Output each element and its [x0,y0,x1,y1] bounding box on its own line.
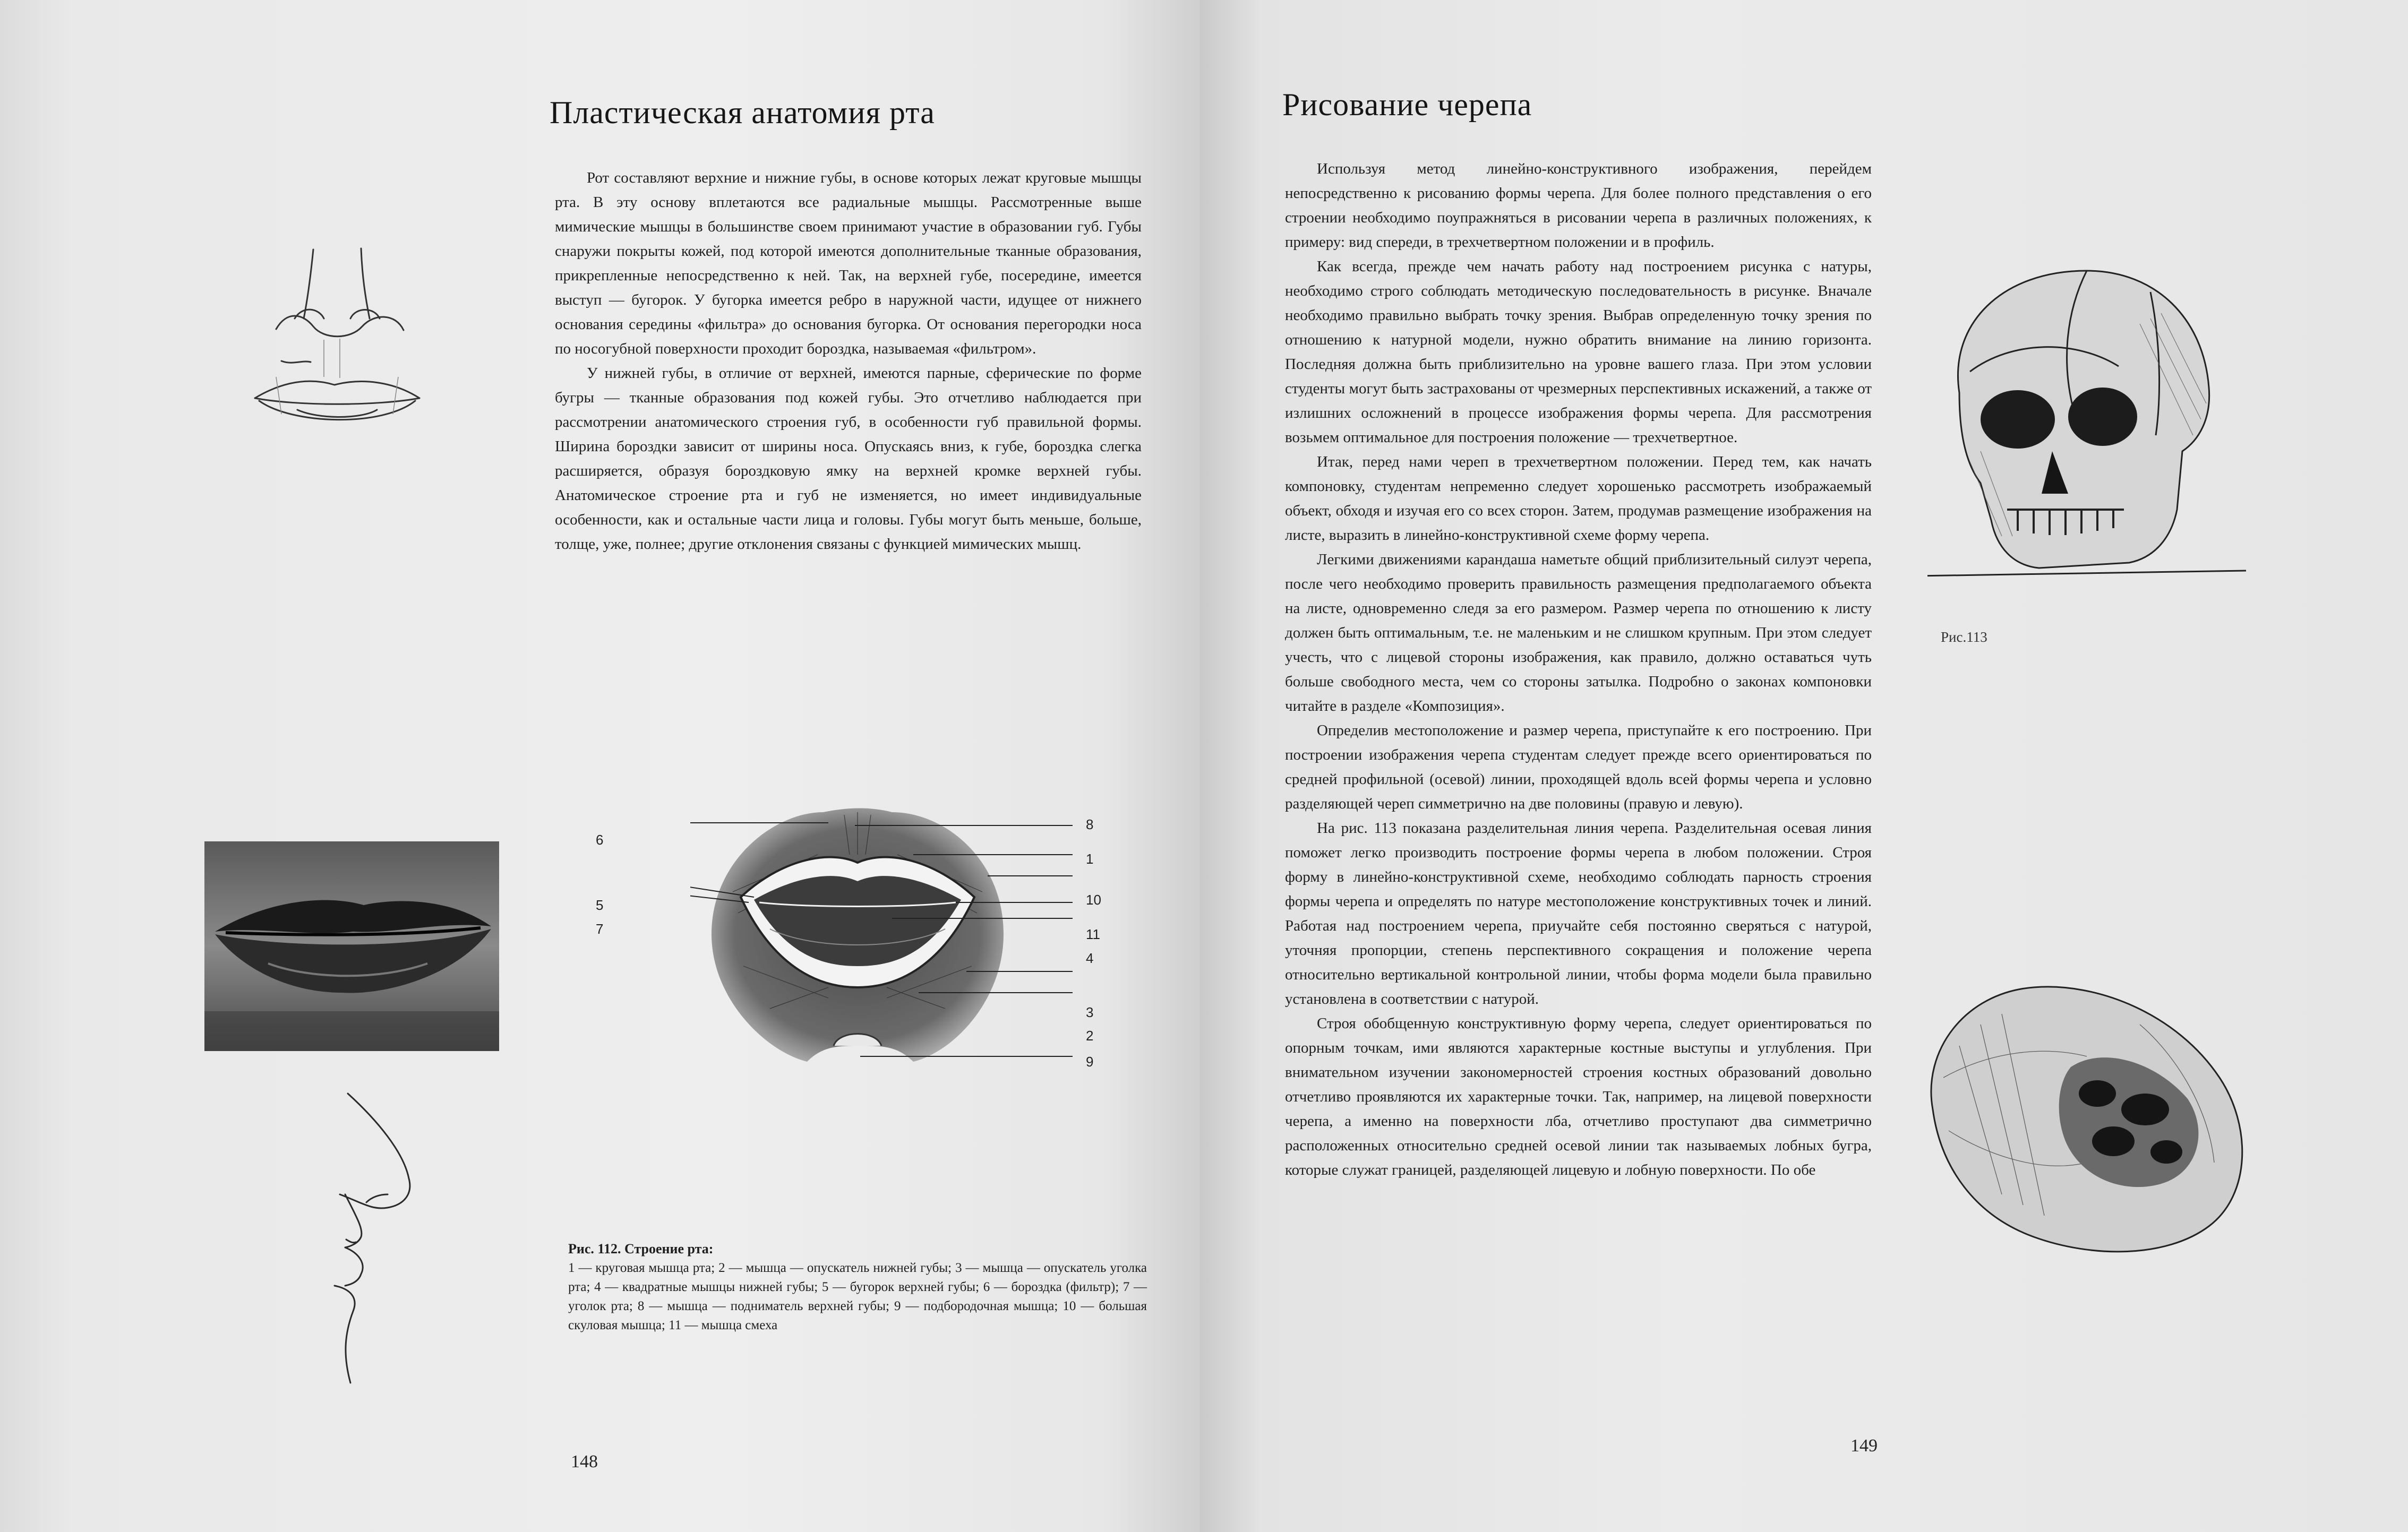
callout-label: 2 [1086,1028,1094,1044]
callout-label: 9 [1086,1054,1094,1070]
callout-label: 5 [596,897,604,913]
page-number: 148 [571,1452,598,1471]
paragraph: У нижней губы, в отличие от верхней, имеются парные, сферические по форме бугры — тканные образования под кожей губы. Это отчетливо наблюдается при рассмотрении анатомического строения губ, в особенности губ правильной формы. Ширина бороздки зависит от ширины носа. Опускаясь вниз, к губе, бороздка слегка расширяется, образуя бороздковую ямку на верхней кромке верхней губы. Анатомическое строение рта и губ не изменяется, но имеет индивидуальные особенности, как и остальные части лица и головы. Губы могут быть меньше, больше, толще, уже, полнее; другие отклонения связаны с функцией мимических мышц. [555,365,1142,553]
paragraph: Используя метод линейно-конструктивного изображения, перейдем непосредственно к рисованию формы черепа. Для более полного представления о его строении необходимо поупражняться в рисовании черепа в различных положениях, к примеру: вид спереди, в трехчетвертном положении и в профиль. [1285,160,1872,251]
paragraph: Как всегда, прежде чем начать работу над построением рисунка с натуры, необходимо строго соблюдать методическую последовательность в рисунке. Вначале необходимо правильно выбрать точку зрения. Выбрав определенную точку зрения по отношению к натурной модели, нужно обратить внимание на линию горизонта. Последняя должна быть приблизительно на уровне вашего глаза. При этом условии студенты могут быть застрахованы от чрезмерных перспективных искажений, а также от излишних осложнений в процессе изображения формы черепа. Для рассмотрения возьмем оптимальное для построения положение — трехчетвертное. [1285,258,1872,446]
lips-front-sketch [244,239,446,462]
paragraph: Определив местоположение и размер черепа, приступайте к его построению. При построении изображения черепа студентам следует прежде всего ориентироваться по средней профильной (осевой) линии, проходящей вдоль всей формы черепа и условно разделяющей череп симметрично на две половины (правую и левую). [1285,722,1872,812]
callout-label: 6 [596,832,604,848]
paragraph: Строя обобщенную конструктивную форму черепа, следует ориентироваться по опорным точкам, ими являются характерные костные выступы и углубления. При внимательном изучении закономерностей строения костных образований довольно отчетливо проявляются их характерные точки. Так, например, на лицевой поверхности черепа, а именно на поверхности лба, отчетливо проступают два симметрично расположенных относительно средней осевой линии так называемых лобных бугра, которые служат границей, разделяющей лицевую и лобную поверхности. По обе [1285,1015,1872,1178]
right-page-body [1285,157,1872,1182]
left-page-body [555,166,1142,556]
callout-label: 4 [1086,950,1094,966]
callout-label: 3 [1086,1004,1094,1020]
caption-title: Рис. 112. Строение рта: [568,1241,714,1256]
callout-label: 7 [596,921,604,937]
right-page [1200,0,2408,1532]
lips-anatomy-diagram [690,796,1083,1083]
page-number: 149 [1850,1436,1878,1456]
caption-text: 1 — круговая мышца рта; 2 — мышца — опускатель нижней губы; 3 — мышца — опускатель уголка рта; 4 — квадратные мышцы нижней губы; 5 — бугорок верхней губы; 6 — бороздка (фильтр); 7 — уголок рта; 8 — мышца — подниматель верхней губы; 9 — подбородочная мышца; 10 — большая скуловая мышца; 11 — мышца смеха [568,1261,1147,1332]
paragraph: Легкими движениями карандаша наметьте общий приблизительный силуэт черепа, после чего необходимо проверить правильность размещения предполагаемого объекта на листе, одновременно следя за его размером. Размер черепа по отношению к листу должен быть оптимальным, т.е. не маленьким и не слишком крупным. При этом следует учесть, что с лицевой стороны изображения, как правило, должно оставаться чуть больше свободного места, чем со стороны затылка. Подробно о законах компоновки читайте в разделе «Композиция». [1285,551,1872,715]
lips-photo [204,841,499,1051]
callout-label: 11 [1086,926,1100,942]
paragraph: Итак, перед нами череп в трехчетвертном положении. Перед тем, как начать компоновку, студентам непременно следует хорошенько рассмотреть изображаемый объект, обходя и изучая его со всех сторон. Затем, продумав размещение изображения на листе, выразить в линейно-конструктивной схеме форму черепа. [1285,453,1872,544]
skull-base-drawing [1912,971,2257,1269]
paragraph: Рот составляют верхние и нижние губы, в основе которых лежат круговые мышцы рта. В эту основу вплетаются все радиальные мышцы. Рассмотренные выше мимические мышцы в большинстве своем принимают участие в образовании губ. Губы снаружи покрыты кожей, под которой имеются дополнительные тканные образования, прикрепленные непосредственно к ней. Так, на верхней губе, посередине, имеется выступ — бугорок. У бугорка имеется ребро в наружной части, идущее от нижнего основания середины «фильтра» до основания бугорка. От основания перегородки носа по носогубной поверхности проходит бороздка, называемая «фильтром». [555,169,1142,357]
left-page [0,0,1200,1532]
callout-label: 8 [1086,816,1094,832]
callout-label: 10 [1086,892,1101,908]
left-page-title: Пластическая анатомия рта [550,95,935,130]
figure-113-label: Рис.113 [1941,629,1987,645]
skull-three-quarter-drawing [1927,260,2246,584]
lips-profile-sketch [329,1088,467,1385]
paragraph: На рис. 113 показана разделительная линия черепа. Разделительная осевая линия поможет легко производить построение формы черепа в любом положении. Строя форму в линейно-конструктивной схеме, необходимо соблюдать парность строения формы черепа и определять по натуре местоположение конструктивных точек и линий. Работая над построением черепа, приучайте себя постоянно сверяться с натурой, уточняя пропорции, степень перспективного сокращения и положение черепа относительно вертикальной контрольной линии, чтобы форма модели была правильно установлена в соответствии с натурой. [1285,820,1872,1008]
figure-112-caption [568,1240,1147,1335]
callout-label: 1 [1086,851,1094,867]
right-page-title: Рисование черепа [1282,87,1532,122]
